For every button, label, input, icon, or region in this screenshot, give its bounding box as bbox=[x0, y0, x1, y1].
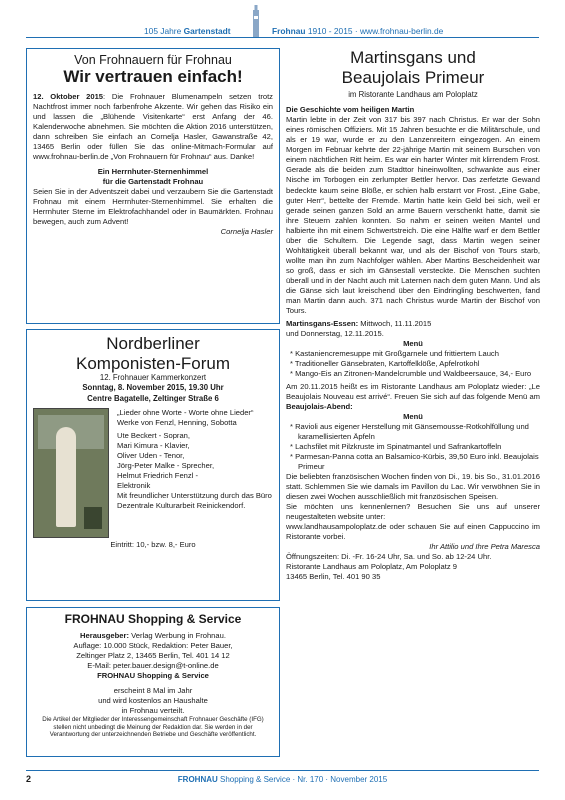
imprint-disclaimer: Die Artikel der Mitglieder der Interessengemeinschaft Frohnauer Geschäfte (IFG) stellen nicht unbedingt die Meinung der Redaktion dar. Sie werden in der Verantwortung der unterzeichnenden Betriebe und Geschäfte veröffentlicht. bbox=[42, 715, 264, 739]
header-rule bbox=[26, 37, 539, 38]
performer: Helmut Friedrich Fenzl - bbox=[117, 471, 199, 481]
website-line: www.landhausampoloplatz.de oder schauen Sie auf einen Cappuccino im Ristorante vorbei. bbox=[286, 522, 540, 542]
forum-support: Mit freundlicher Unterstützung durch das Büro Dezentrale Kulturarbeit Reinickendorf. bbox=[117, 491, 272, 511]
ampeln-body: 12. Oktober 2015: Die Frohnauer Blumenampeln setzen trotz Nachtfrost immer noch farbenfrohe Akzente. Wir gehen das Risiko ein und lassen die „Blühende Visitenkarte“ erst Anfang der 46. Kalenderwoche abnehmen. Sie möchten die Aktion 2016 unterstützen, dann schreiben Sie einfach an Cornelja Hasler, Gawanstraße 42, 13465 Berlin oder füllen Sie das online-Mitmach-Formular auf www.frohnau-berlin.de „Von Frohnauern für Frohnau“ aus. Danke! bbox=[33, 91, 273, 162]
performer: Mari Kimura - Klavier, bbox=[117, 440, 190, 450]
story-heading: Die Geschichte vom heiligen Martin bbox=[286, 105, 415, 115]
left-column bbox=[26, 48, 280, 757]
imprint-line: und wird kostenlos an Haushalte bbox=[98, 695, 208, 705]
story-body: Martin lebte in der Zeit von 317 bis 397 nach Christus. Er war der Sohn eines römischen Offiziers. Mit 15 Jahren besuchte er die Militärschule, und als er 19 war, wurde er zu den Lanzenreitern eingezogen. An einem Morgen im Februar kehrte der 22-jährige Martin mit seinem Burschen von einem nächtlichen Ritt heim. Es war ein harter Winter mit klirrendem Frost. Gerade als die beiden zum Stadttor hineinwollten, schwankte aus einer Nische im Torbogen ein zerlumpter Bettler hervor. Das zerfetzte Gewand bedeckte kaum seine Blöße, er schien halb erstarrt vor Frost. „Eine Gabe, guter Herr“, bettelte der Fremde. Martin hatte kein Geld bei sich, weil er gerade seinen ganzen Sold an arme Bauern verschenkt hatte, damit sie ihre Steuern zahlen konnten. So nahm er seinen weiten Mantel und halbierte ihn mit einem Schwertstreich. Die eine Hälfte warf er dem Bettler über die Schultern. Die Legende sagt, dass Martin wegen seiner Wohltätigkeit überall bekannt war, und als der Bischof von Tours starb, wollte man ihn zum Nachfolger wählen. Aber Martins Bescheidenheit war so groß, dass er sich im Gänsestall versteckte. Die Menschen suchten überall und in der Nacht auch mit Laternen nach dem guten Mann. Und als die Gänse sich laut kreischend über den Eindringling beschwerten, fand man Martin dann auch. 371 nach Christus wurde Martin der Bischof von Tours. bbox=[286, 115, 540, 315]
forum-venue: Centre Bagatelle, Zeltinger Straße 6 bbox=[87, 393, 219, 403]
forum-title-2: Komponisten-Forum bbox=[75, 353, 230, 373]
ampeln-title: Wir vertrauen einfach! bbox=[63, 67, 243, 87]
ampeln-article bbox=[26, 48, 280, 324]
page-footer bbox=[26, 770, 539, 784]
sternenhimmel-body: Seien Sie in der Adventszeit dabei und verzaubern Sie die Gartenstadt Frohnau mit einem Herrnhuter-Sternenhimmel. Sie erhalten die Herrnhuter Sterne im Elektrofachhandel oder in Baumärkten. Frohnau bewegen, auch zum Advent! bbox=[33, 187, 273, 227]
performer: Elektronik bbox=[117, 481, 151, 491]
header-left: 105 Jahre Gartenstadt bbox=[144, 26, 231, 36]
page-number: 2 bbox=[26, 774, 32, 784]
performer: Ute Beckert - Sopran, bbox=[117, 430, 191, 440]
address-line: Ristorante Landhaus am Poloplatz, Am Poloplatz 9 bbox=[286, 562, 457, 572]
menu-list bbox=[286, 349, 540, 379]
restaurant-signature: Ihr Attilio und Ihre Petra Maresca bbox=[429, 542, 540, 552]
opening-hours: Öffnungszeiten: Di. -Fr. 16-24 Uhr, Sa. und So. ab 12-24 Uhr. bbox=[286, 552, 492, 562]
imprint-publisher: Herausgeber: Verlag Werbung in Frohnau. bbox=[80, 630, 226, 640]
page-header bbox=[26, 4, 539, 44]
menu2-list bbox=[286, 422, 540, 472]
performer: Oliver Uden - Tenor, bbox=[117, 451, 185, 460]
forum-program: „Lieder ohne Worte - Worte ohne Lieder“ Werke von Fenzl, Henning, Sobotta bbox=[117, 407, 254, 427]
imprint-title: FROHNAU Shopping & Service bbox=[64, 612, 242, 626]
menu-item: * Parmesan-Panna cotta an Balsamico-Kürbis, 39,50 Euro inkl. Beaujolais Primeur bbox=[290, 451, 539, 471]
menu-item: * Mango-Eis an Zitronen-Mandelcrumble und Waldbeersauce, 34,- Euro bbox=[290, 368, 532, 378]
essen-dates: Martinsgans-Essen: Mittwoch, 11.11.2015 bbox=[286, 318, 432, 328]
footer-text: FROHNAU Shopping & Service · Nr. 170 · November 2015 bbox=[177, 775, 388, 784]
menu-item: * Traditioneller Gänsebraten, Kartoffelklöße, Apfelrotkohl bbox=[290, 358, 480, 368]
imprint-line: FROHNAU Shopping & Service bbox=[97, 670, 209, 680]
address-line: 13465 Berlin, Tel. 401 90 35 bbox=[286, 572, 381, 582]
menu-item: * Lachsfilet mit Pilzkruste im Spinatmantel und Safrankartoffeln bbox=[290, 441, 502, 451]
essen-dates-2: und Donnerstag, 12.11.2015. bbox=[286, 328, 384, 338]
imprint-box bbox=[26, 607, 280, 757]
imprint-line: Zeltinger Platz 2, 13465 Berlin, Tel. 401 14 12 bbox=[76, 650, 230, 660]
invite-text: Sie möchten uns kennenlernen? Besuchen Sie uns auf unserer neugestalteten website unter: bbox=[286, 501, 540, 521]
forum-concert: 12. Frohnauer Kammerkonzert bbox=[99, 373, 207, 383]
imprint-line: Auflage: 10.000 Stück, Redaktion: Peter Bauer, bbox=[73, 640, 233, 650]
sternenhimmel-heading: Ein Herrnhuter-Sternenhimmel für die Gartenstadt Frohnau bbox=[97, 167, 209, 187]
right-column bbox=[286, 48, 540, 582]
forum-admission: Eintritt: 10,- bzw. 8,- Euro bbox=[110, 539, 196, 549]
beaujolais-intro: Am 20.11.2015 heißt es im Ristorante Landhaus am Poloplatz wieder: „Le Beaujolais Nouveau est arrivé“. Freuen Sie sich auf das folgende Menü am Beaujolais-Abend: bbox=[286, 381, 540, 411]
footer-rule bbox=[26, 770, 539, 771]
concert-painting-image bbox=[33, 408, 109, 538]
ampeln-signature: Cornelja Hasler bbox=[220, 227, 273, 237]
menu2-label: Menü bbox=[403, 411, 423, 421]
forum-article bbox=[26, 329, 280, 601]
imprint-email: E-Mail: peter.bauer.design@t-online.de bbox=[87, 660, 219, 670]
forum-date: Sonntag, 8. November 2015, 19.30 Uhr bbox=[82, 383, 224, 393]
martinsgans-title-1: Martinsgans und bbox=[350, 48, 476, 67]
imprint-line: in Frohnau verteilt. bbox=[121, 705, 185, 715]
menu-label: Menü bbox=[403, 338, 423, 348]
martinsgans-title-2: Beaujolais Primeur bbox=[341, 67, 485, 87]
menu-item: * Kastaniencremesuppe mit Großgarnele und frittiertem Lauch bbox=[290, 348, 499, 358]
martinsgans-subtitle: im Ristorante Landhaus am Poloplatz bbox=[348, 90, 478, 100]
forum-title-1: Nordberliner bbox=[106, 334, 200, 353]
header-right: Frohnau 1910 - 2015 · www.frohnau-berlin.de bbox=[272, 26, 444, 36]
menu-item: * Ravioli aus eigener Herstellung mit Gänsemousse-Rotkohlfüllung und karamellisierten Äpfeln bbox=[290, 421, 529, 441]
ampeln-kicker: Von Frohnauern für Frohnau bbox=[74, 53, 232, 67]
performer: Jörg-Peter Malke - Sprecher, bbox=[117, 461, 215, 471]
tower-logo-icon bbox=[250, 4, 262, 37]
imprint-line: erscheint 8 Mal im Jahr bbox=[113, 685, 193, 695]
french-weeks: Die beliebten französischen Wochen finden von Di., 19. bis So., 31.01.2016 statt. Schlemmen Sie wie damals im Pavillon du Lac. Wir verwöhnen Sie in diesen zwei Wochen ausschließlich mit französischen Speisen. bbox=[286, 471, 540, 501]
